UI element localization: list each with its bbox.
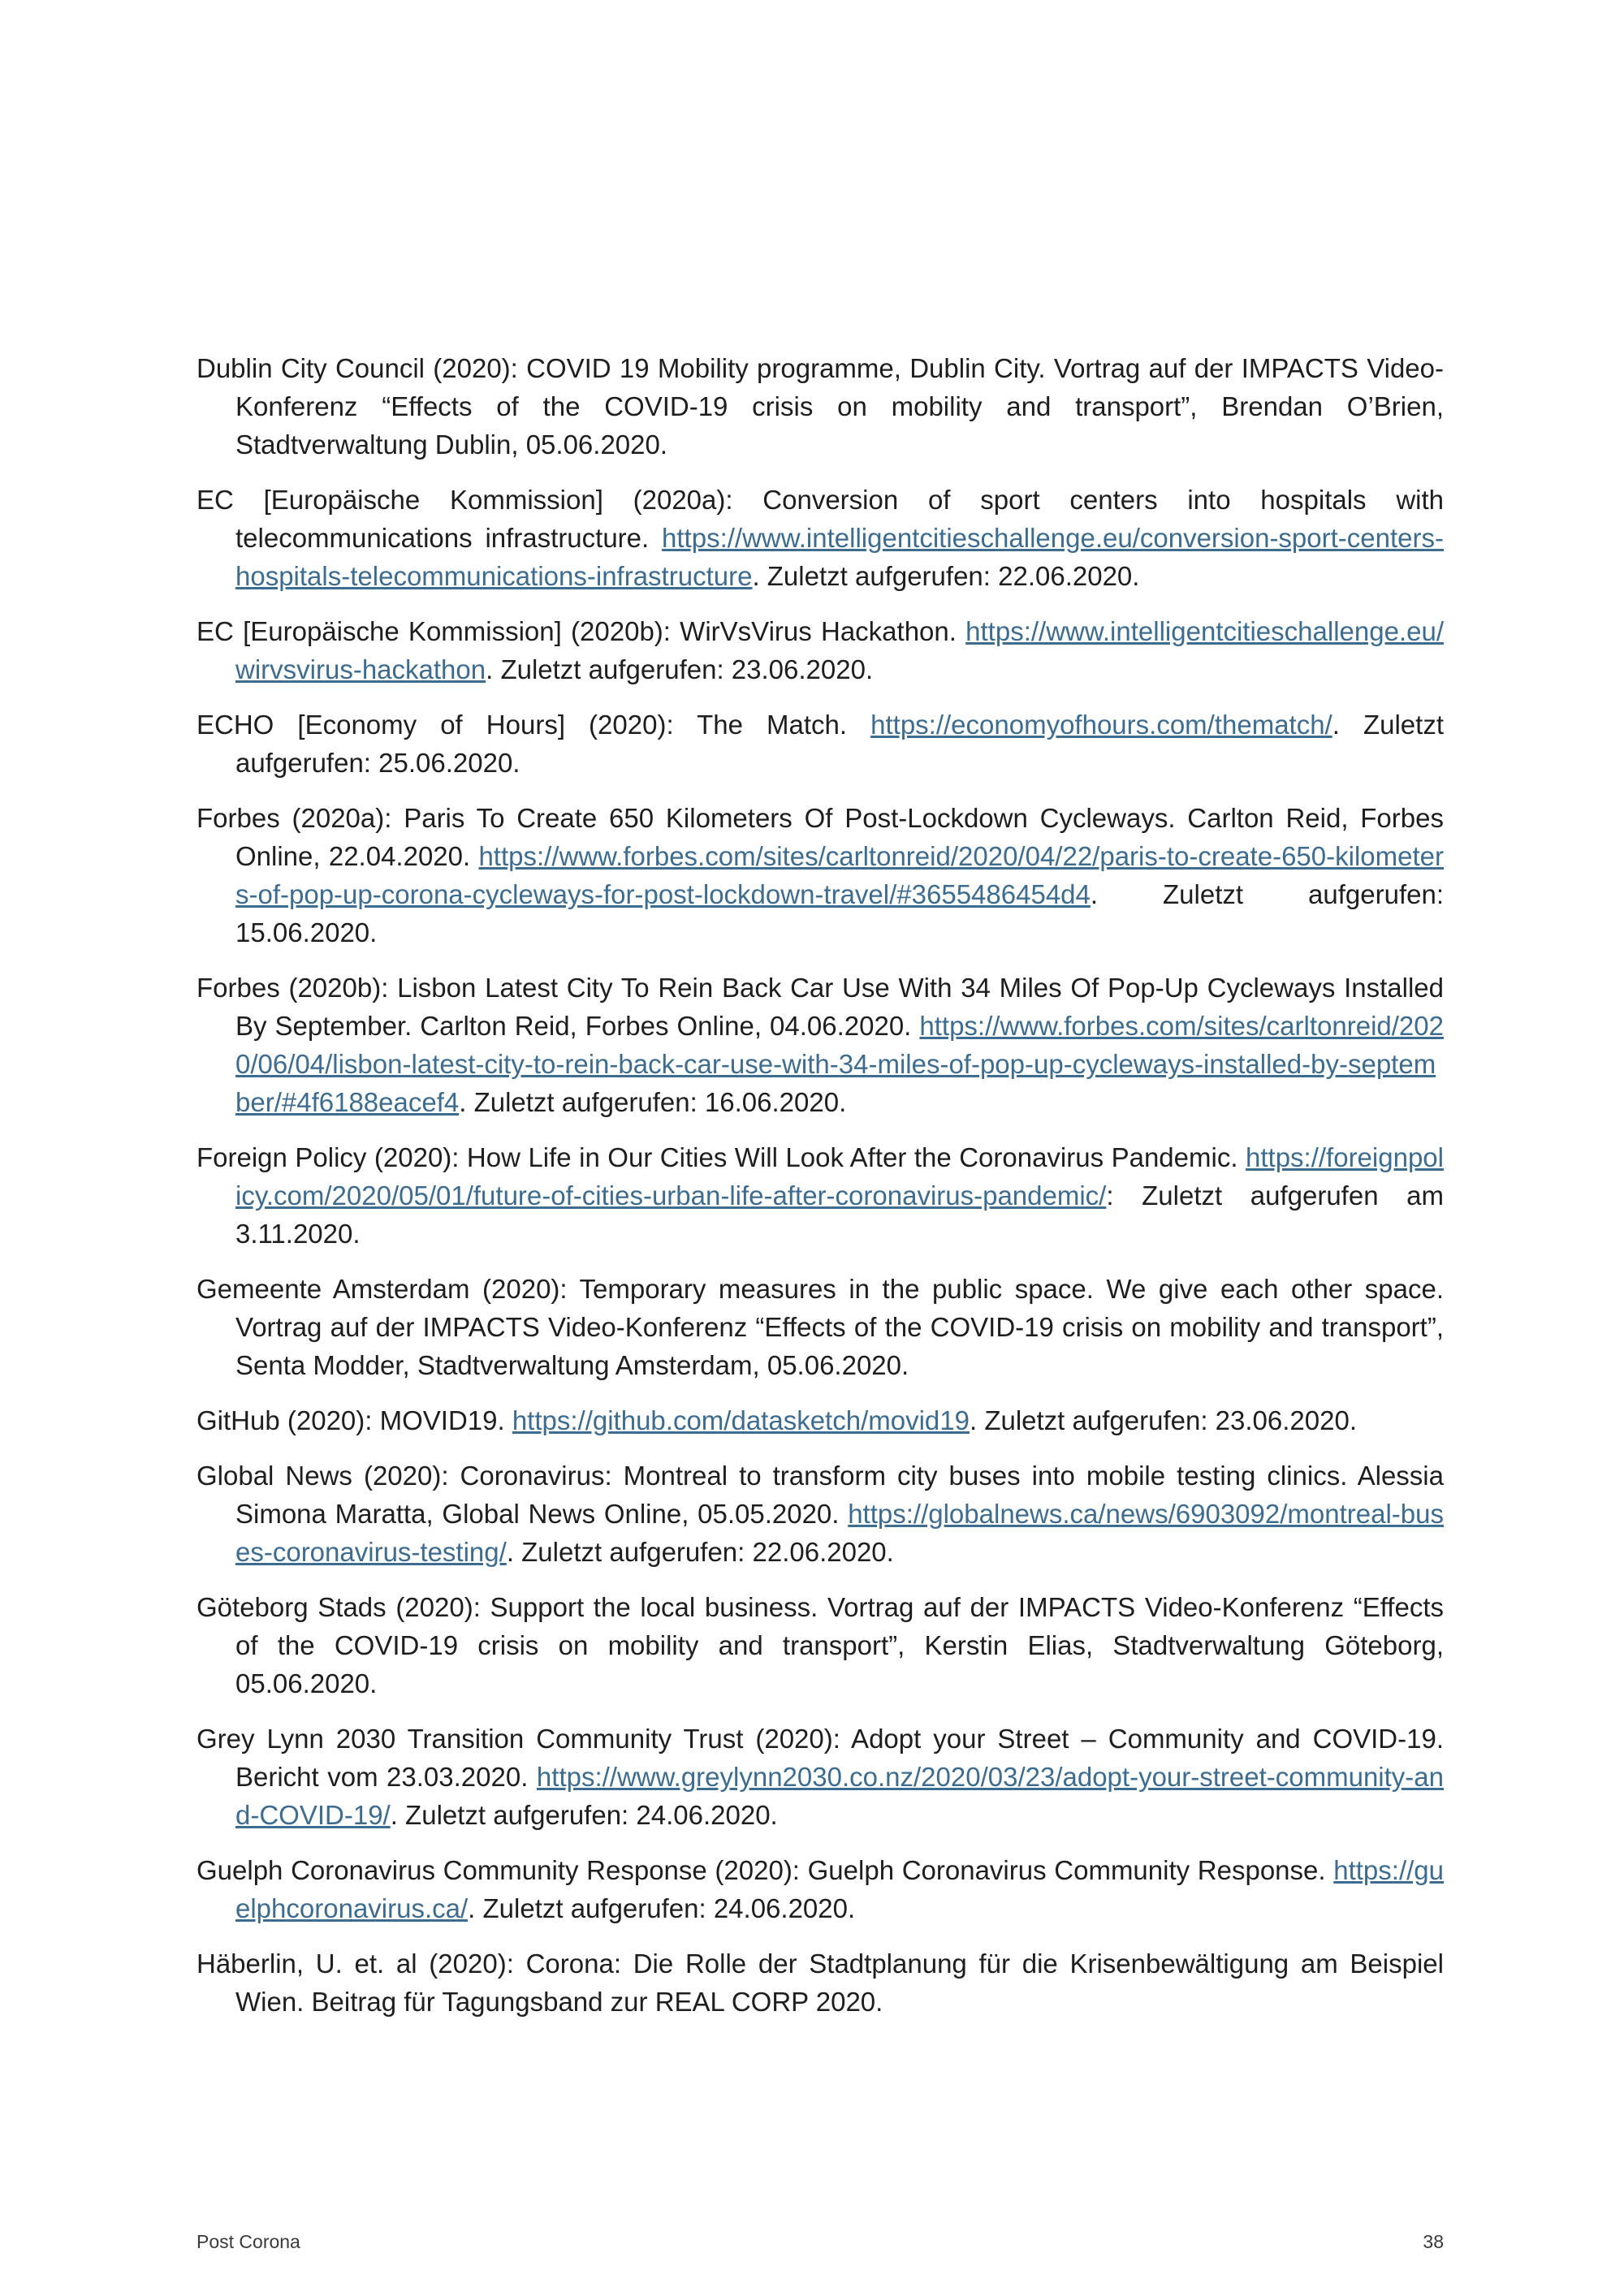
reference-text: ECHO [Economy of Hours] (2020): The Match. (197, 710, 848, 740)
reference-link[interactable]: https://www.intelligentcitieschallenge.eu/wirvsvirus-hackathon (235, 616, 1444, 684)
reference-link[interactable]: https://www.forbes.com/sites/carltonreid/2020/04/22/paris-to-create-650-kilometers-of-pop-up-corona-cycleways-for-post-lockdown-travel/#3655486454d4 (235, 841, 1444, 909)
reference-entry (197, 1401, 1444, 1439)
reference-entry (197, 1270, 1444, 1384)
reference-access-date: . Zuletzt aufgerufen: 24.06.2020. (390, 1800, 778, 1830)
reference-access-date: . Zuletzt aufgerufen: 22.06.2020. (506, 1537, 894, 1567)
reference-entry (197, 1944, 1444, 2021)
reference-entry (197, 706, 1444, 782)
page-footer (197, 2231, 1444, 2253)
reference-entry (197, 612, 1444, 688)
reference-access-date: . Zuletzt aufgerufen: 23.06.2020. (969, 1405, 1357, 1435)
reference-access-date: . Zuletzt aufgerufen: 22.06.2020. (752, 561, 1140, 591)
reference-list (197, 349, 1444, 2038)
reference-link[interactable]: https://globalnews.ca/news/6903092/montreal-buses-coronavirus-testing/ (235, 1499, 1444, 1567)
reference-link[interactable]: https://economyofhours.com/thematch/ (870, 710, 1332, 740)
reference-entry (197, 969, 1444, 1121)
reference-text: Dublin City Council (2020): COVID 19 Mobility programme, Dublin City. Vortrag auf der IMPACTS Video-Konferenz “Effects of the COVID-19 crisis on mobility and transport”, Brendan O’Brien, Stadtverwaltung Dublin, 05.06.2020. (197, 353, 1444, 460)
reference-access-date: : Zuletzt aufgerufen am 3.11.2020. (235, 1180, 1444, 1249)
reference-entry (197, 1457, 1444, 1571)
reference-access-date: . Zuletzt aufgerufen: 16.06.2020. (459, 1087, 847, 1117)
reference-text: Häberlin, U. et. al (2020): Corona: Die Rolle der Stadtplanung für die Krisenbewältigung am Beispiel Wien. Beitrag für Tagungsband zur REAL CORP 2020. (197, 1949, 1444, 2017)
reference-link[interactable]: https://www.greylynn2030.co.nz/2020/03/23/adopt-your-street-community-and-COVID-19/ (235, 1762, 1445, 1830)
page-number: 38 (1423, 2231, 1444, 2252)
reference-entry (197, 481, 1444, 595)
reference-text: GitHub (2020): MOVID19. (197, 1405, 505, 1435)
footer-document-title: Post Corona (197, 2231, 300, 2252)
reference-text: Forbes (2020a): Paris To Create 650 Kilometers Of Post-Lockdown Cycleways. Carlton Reid, Forbes Online, 22.04.2020. (197, 803, 1444, 871)
reference-access-date: . Zuletzt aufgerufen: 23.06.2020. (486, 654, 874, 684)
reference-text: Guelph Coronavirus Community Response (2020): Guelph Coronavirus Community Response. (197, 1855, 1326, 1885)
reference-link[interactable]: https://github.com/datasketch/movid19 (512, 1405, 970, 1435)
reference-entry (197, 1720, 1444, 1834)
reference-text: Gemeente Amsterdam (2020): Temporary measures in the public space. We give each other space. Vortrag auf der IMPACTS Video-Konferenz “Effects of the COVID-19 crisis on mobility and transport”, Senta Modder, Stadtverwaltung Amsterdam, 05.06.2020. (197, 1274, 1444, 1380)
reference-entry (197, 349, 1444, 464)
reference-text: Foreign Policy (2020): How Life in Our Cities Will Look After the Coronavirus Pandemic. (197, 1142, 1238, 1172)
reference-text: Forbes (2020b): Lisbon Latest City To Rein Back Car Use With 34 Miles Of Pop-Up Cycleways Installed By September. Carlton Reid, Forbes Online, 04.06.2020. (197, 973, 1444, 1041)
reference-entry (197, 1588, 1444, 1703)
reference-text: EC [Europäische Kommission] (2020a): Conversion of sport centers into hospitals with telecommunications infrastructure. (197, 485, 1444, 553)
reference-access-date: . Zuletzt aufgerufen: 24.06.2020. (468, 1893, 856, 1923)
reference-access-date: . Zuletzt aufgerufen: 15.06.2020. (235, 879, 1444, 947)
reference-link[interactable]: https://www.intelligentcitieschallenge.eu/conversion-sport-centers-hospitals-telecommunications-infrastructure (235, 523, 1444, 591)
reference-text: Göteborg Stads (2020): Support the local business. Vortrag auf der IMPACTS Video-Konferenz “Effects of the COVID-19 crisis on mobility and transport”, Kerstin Elias, Stadtverwaltung Göteborg, 05.06.2020. (197, 1592, 1444, 1698)
reference-link[interactable]: https://www.forbes.com/sites/carltonreid/2020/06/04/lisbon-latest-city-to-rein-back-car-use-with-34-miles-of-pop-up-cycleways-installed-by-september/#4f6188eacef4 (235, 1011, 1444, 1117)
reference-access-date: . Zuletzt aufgerufen: 25.06.2020. (235, 710, 1445, 778)
reference-text: Grey Lynn 2030 Transition Community Trust (2020): Adopt your Street – Community and COVID-19. Bericht vom 23.03.2020. (197, 1724, 1444, 1792)
reference-link[interactable]: https://guelphcoronavirus.ca/ (235, 1855, 1444, 1923)
reference-text: Global News (2020): Coronavirus: Montreal to transform city buses into mobile testing clinics. Alessia Simona Maratta, Global News Online, 05.05.2020. (197, 1461, 1444, 1529)
reference-entry (197, 799, 1444, 952)
reference-entry (197, 1851, 1444, 1927)
reference-text: EC [Europäische Kommission] (2020b): WirVsVirus Hackathon. (197, 616, 957, 646)
reference-link[interactable]: https://foreignpolicy.com/2020/05/01/future-of-cities-urban-life-after-coronavirus-pandemic/ (235, 1142, 1444, 1211)
reference-entry (197, 1138, 1444, 1253)
